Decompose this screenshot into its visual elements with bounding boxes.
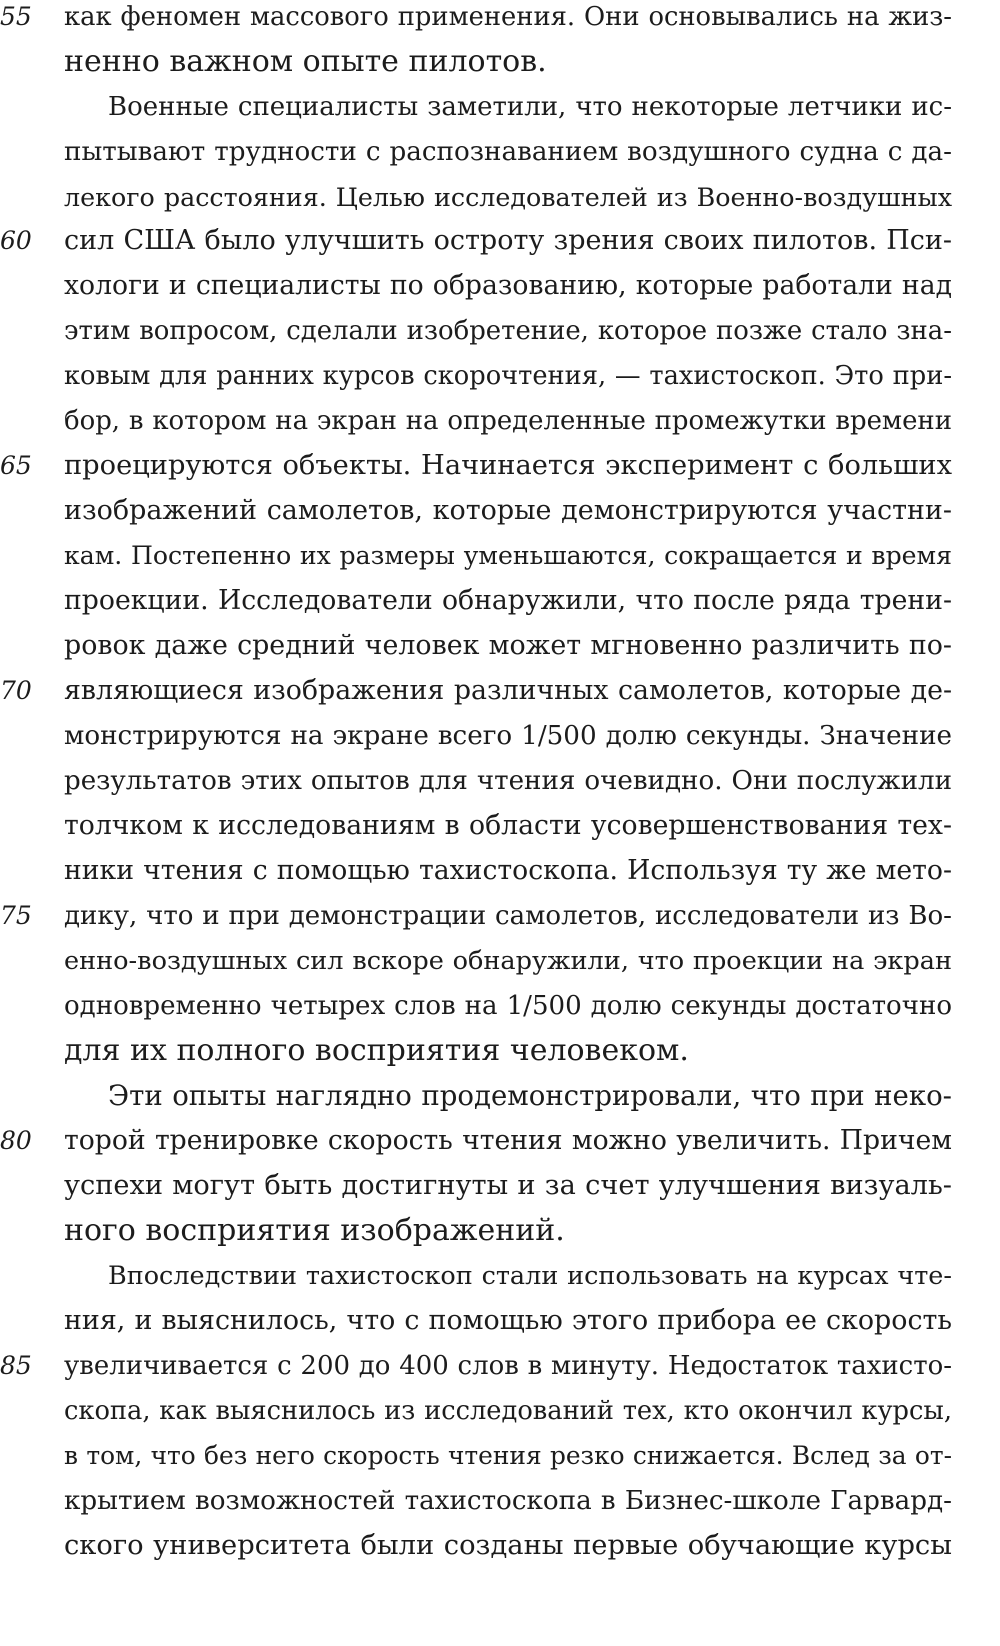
text-line: ского университета были созданы первые обучающие курсы: [64, 1530, 952, 1561]
text-line: ного восприятия изображений.: [64, 1213, 565, 1248]
text-line: Военные специалисты заметили, что некоторые летчики ис-: [108, 92, 952, 122]
text-line: этим вопросом, сделали изобретение, которое позже стало зна-: [64, 316, 952, 346]
text-line: для их полного восприятия человеком.: [64, 1033, 689, 1068]
text-line: как феномен массового применения. Они основывались на жиз-: [64, 2, 952, 32]
line-number: 55: [0, 2, 32, 31]
text-line: кам. Постепенно их размеры уменьшаются, сокращается и время: [64, 541, 952, 570]
text-line: являющиеся изображения различных самолетов, которые де-: [64, 675, 952, 706]
text-line: торой тренировке скорость чтения можно увеличить. Причем: [64, 1125, 952, 1156]
text-line: результатов этих опытов для чтения очевидно. Они послужили: [64, 766, 952, 796]
text-line: Эти опыты наглядно продемонстрировали, что при неко-: [108, 1079, 952, 1112]
text-line: пытывают трудности с распознаванием воздушного судна с да-: [64, 137, 952, 167]
line-number: 75: [0, 901, 32, 930]
text-line: ровок даже средний человек может мгновенно различить по-: [64, 630, 952, 661]
text-line: сил США было улучшить остроту зрения своих пилотов. Пси-: [64, 225, 952, 256]
text-line: увеличивается с 200 до 400 слов в минуту. Недостаток тахисто-: [64, 1351, 952, 1381]
text-line: изображений самолетов, которые демонстрируются участни-: [64, 495, 952, 526]
text-line: бор, в котором на экран на определенные промежутки времени: [64, 406, 952, 436]
text-line: в том, что без него скорость чтения резко снижается. Вслед за от-: [64, 1441, 952, 1470]
text-line: ненно важном опыте пилотов.: [64, 44, 547, 79]
text-line: Впоследствии тахистоскоп стали использовать на курсах чте-: [108, 1261, 952, 1291]
text-line: толчком к исследованиям в области усовершенствования тех-: [64, 810, 952, 841]
text-line: енно-воздушных сил вскоре обнаружили, что проекции на экран: [64, 946, 952, 976]
text-line: ники чтения с помощью тахистоскопа. Используя ту же мето-: [64, 855, 952, 886]
text-line: хологи и специалисты по образованию, которые работали над: [64, 270, 952, 301]
text-line: проекции. Исследователи обнаружили, что после ряда трени-: [64, 585, 952, 616]
line-number: 60: [0, 226, 32, 255]
text-line: одновременно четырех слов на 1/500 долю секунды достаточно: [64, 991, 952, 1021]
line-number: 80: [0, 1126, 32, 1155]
line-number: 85: [0, 1351, 32, 1380]
text-line: крытием возможностей тахистоскопа в Бизнес-школе Гарвард-: [64, 1486, 952, 1516]
line-number: 70: [0, 676, 32, 705]
text-line: дику, что и при демонстрации самолетов, исследователи из Во-: [64, 901, 952, 931]
text-line: ния, и выяснилось, что с помощью этого прибора ее скорость: [64, 1305, 952, 1336]
text-line: успехи могут быть достигнуты и за счет улучшения визуаль-: [64, 1170, 952, 1201]
text-line: проецируются объекты. Начинается эксперимент с больших: [64, 450, 952, 481]
text-line: ковым для ранних курсов скорочтения, — тахистоскоп. Это при-: [64, 361, 952, 391]
text-line: монстрируются на экране всего 1/500 долю секунды. Значение: [64, 721, 952, 751]
text-line: скопа, как выяснилось из исследований тех, кто окончил курсы,: [64, 1396, 952, 1426]
text-line: лекого расстояния. Целью исследователей из Военно-воздушных: [64, 182, 952, 212]
line-number: 65: [0, 451, 32, 480]
